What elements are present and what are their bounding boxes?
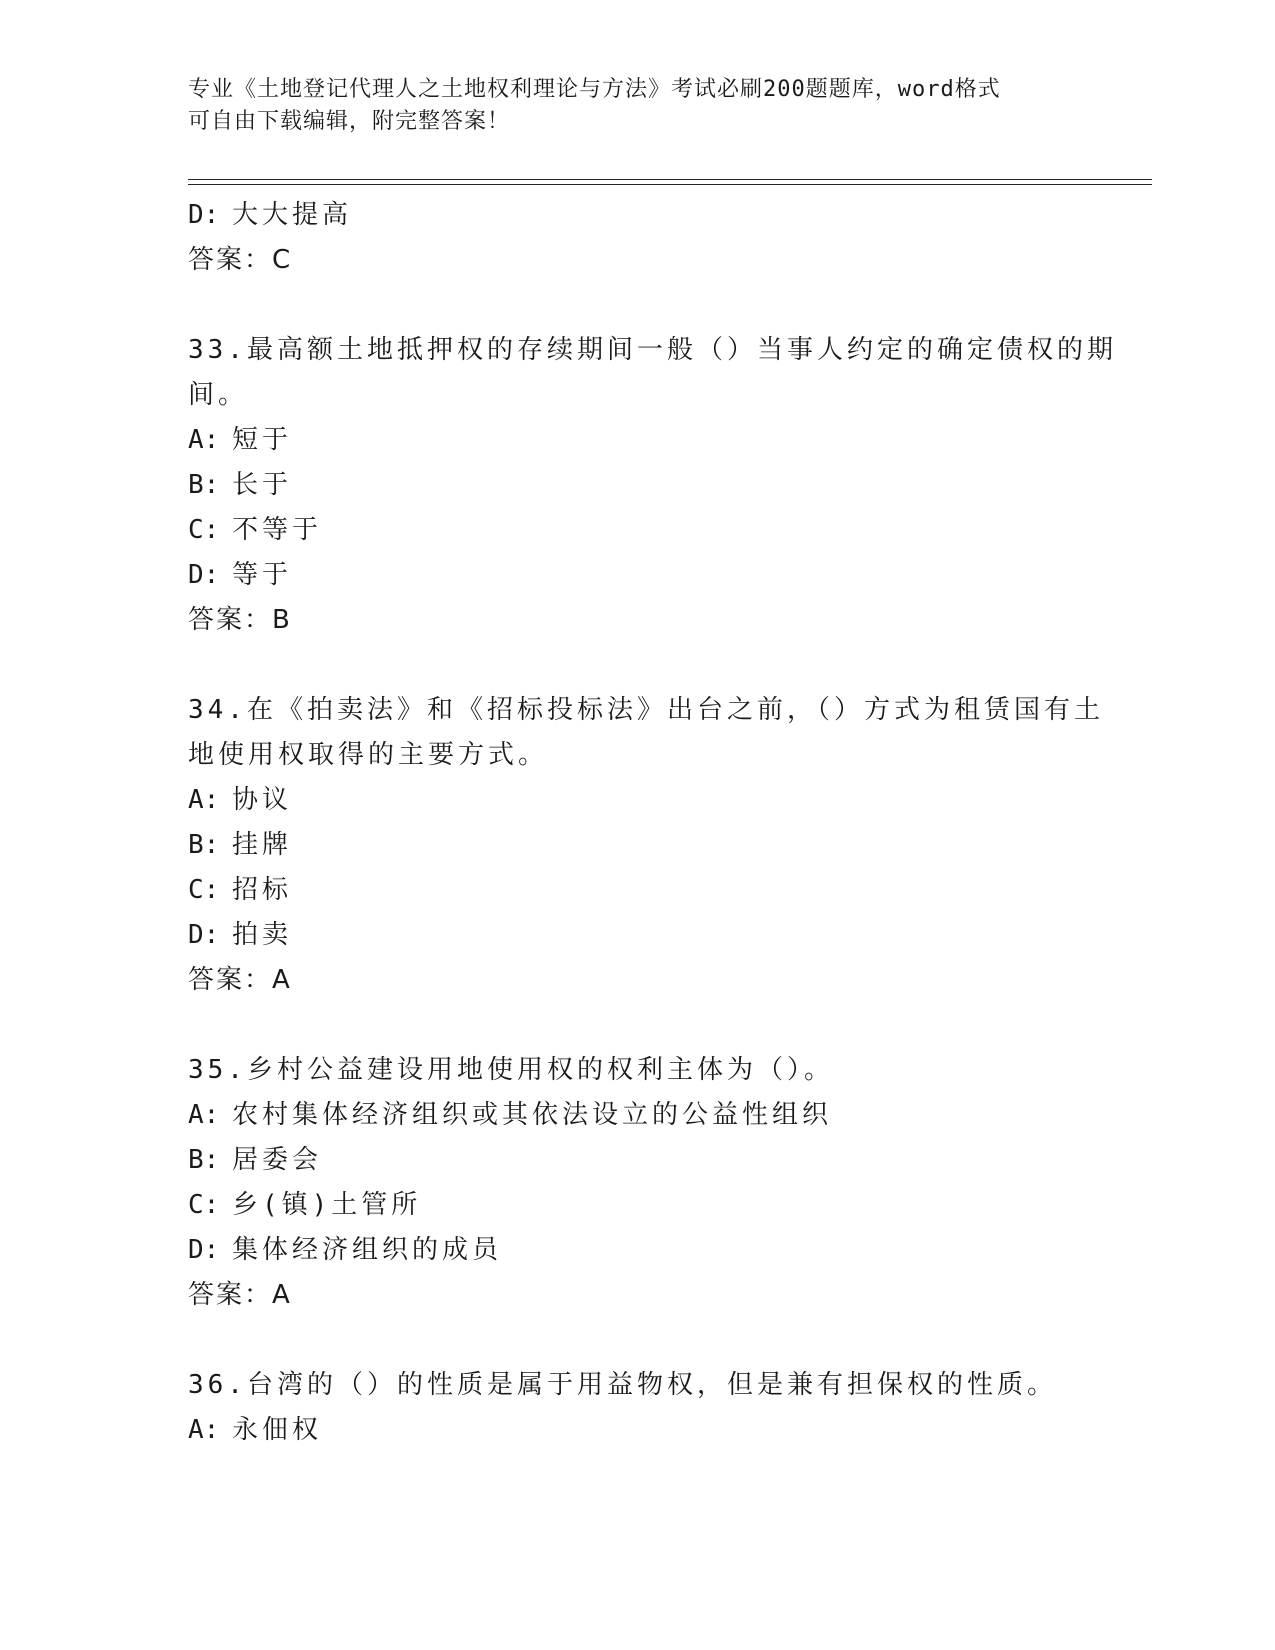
option-letter: D: xyxy=(188,200,220,230)
option-a xyxy=(188,1093,1088,1138)
answer: 答案：C xyxy=(188,245,293,275)
spacer xyxy=(188,1003,1088,1048)
option-text: 农村集体经济组织或其依法设立的公益性组织 xyxy=(232,1100,833,1130)
option-text: 招标 xyxy=(232,875,293,905)
option-c xyxy=(188,868,1088,913)
question-36-line-1: 36.台湾的（）的性质是属于用益物权，但是兼有担保权的性质。 xyxy=(188,1370,1057,1400)
option-text: 居委会 xyxy=(232,1145,323,1175)
option-letter: A: xyxy=(188,1415,220,1445)
option-d xyxy=(188,1228,1088,1273)
option-text: 协议 xyxy=(232,785,293,815)
option-b xyxy=(188,823,1088,868)
option-letter: D: xyxy=(188,1235,220,1265)
header-line-1: 专业《土地登记代理人之土地权利理论与方法》考试必刷200题题库，word格式 xyxy=(188,77,1001,102)
option-text: 短于 xyxy=(232,425,293,455)
option-b xyxy=(188,463,1088,508)
question-34-line-2: 地使用权取得的主要方式。 xyxy=(188,740,549,770)
question-35-line-1: 35.乡村公益建设用地使用权的权利主体为（）。 xyxy=(188,1055,834,1085)
header-divider-bottom xyxy=(188,184,1152,185)
option-text: 拍卖 xyxy=(232,920,293,950)
spacer xyxy=(188,1318,1088,1363)
option-d xyxy=(188,553,1088,598)
option-letter: B: xyxy=(188,830,220,860)
option-a xyxy=(188,1408,1088,1453)
option-text: 不等于 xyxy=(232,515,323,545)
option-d xyxy=(188,913,1088,958)
option-a xyxy=(188,778,1088,823)
question-list xyxy=(188,193,1117,1453)
option-b xyxy=(188,1138,1088,1183)
spacer xyxy=(188,643,1088,688)
option-letter: D: xyxy=(188,560,220,590)
question-34-line-1: 34.在《拍卖法》和《招标投标法》出台之前，（）方式为租赁国有土 xyxy=(188,695,1104,725)
option-c xyxy=(188,1183,1088,1228)
option-text: 集体经济组织的成员 xyxy=(232,1235,503,1265)
option-letter: A: xyxy=(188,1100,220,1130)
option-letter: B: xyxy=(188,470,220,500)
option-text: 永佃权 xyxy=(232,1415,323,1445)
option-a xyxy=(188,418,1088,463)
option-letter: A: xyxy=(188,425,220,455)
option-text: 挂牌 xyxy=(232,830,293,860)
question-33-line-1: 33.最高额土地抵押权的存续期间一般（）当事人约定的确定债权的期 xyxy=(188,335,1117,365)
answer: 答案：B xyxy=(188,605,292,635)
option-text: 等于 xyxy=(232,560,293,590)
option-text: 长于 xyxy=(232,470,293,500)
answer: 答案：A xyxy=(188,965,292,995)
spacer xyxy=(188,283,1088,328)
option-letter: C: xyxy=(188,1190,220,1220)
option-c xyxy=(188,508,1088,553)
option-letter: B: xyxy=(188,1145,220,1175)
option-d xyxy=(188,193,1088,238)
document-header xyxy=(188,74,1088,138)
question-33-line-2: 间。 xyxy=(188,380,249,410)
option-letter: C: xyxy=(188,875,220,905)
option-letter: A: xyxy=(188,785,220,815)
header-line-2: 可自由下载编辑，附完整答案！ xyxy=(188,109,511,134)
answer: 答案：A xyxy=(188,1280,292,1310)
option-text: 大大提高 xyxy=(232,200,353,230)
option-letter: D: xyxy=(188,920,220,950)
option-letter: C: xyxy=(188,515,220,545)
header-divider-top xyxy=(188,179,1152,180)
option-text: 乡(镇)土管所 xyxy=(232,1190,422,1220)
